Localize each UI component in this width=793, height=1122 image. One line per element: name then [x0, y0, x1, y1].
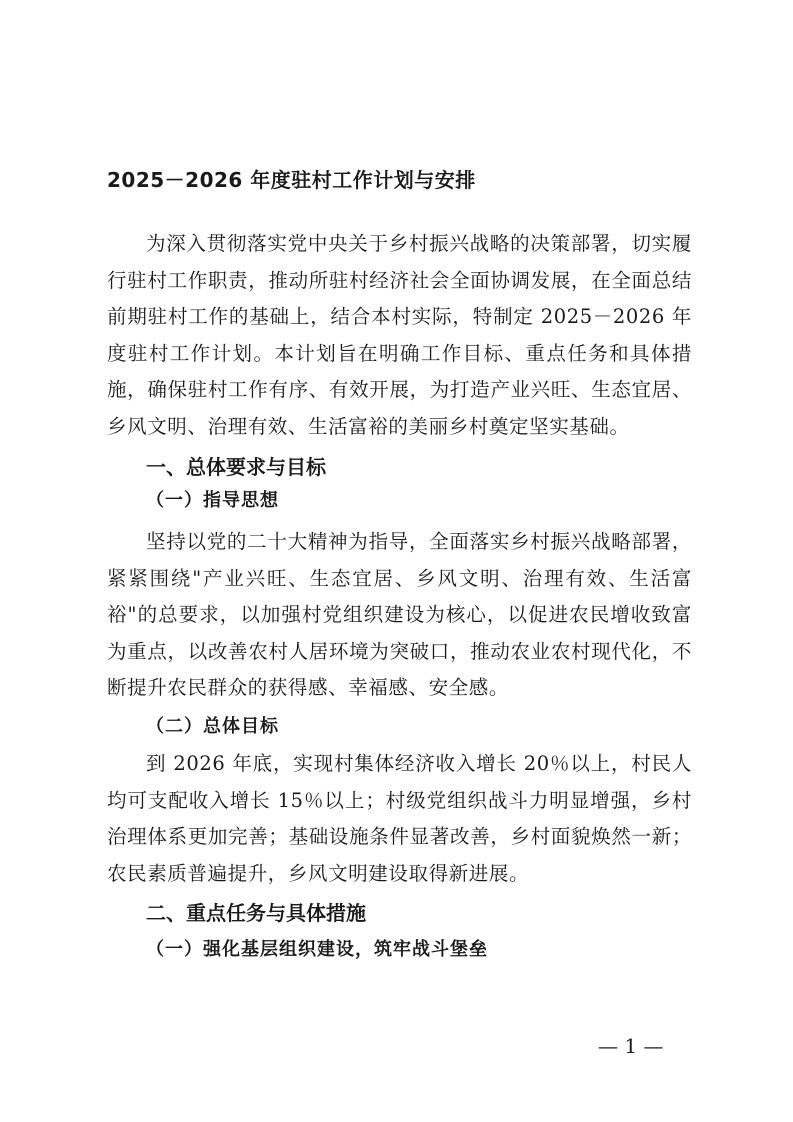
section1-heading: 一、总体要求与目标	[146, 455, 326, 479]
intro-paragraph: 为深入贯彻落实党中央关于乡村振兴战略的决策部署，切实履行驻村工作职责，推动所驻村经济社会全面协调发展，在全面总结前期驻村工作的基础上，结合本村实际，特制定 2025－2026 年度驻村工作计划。本计划旨在明确工作目标、重点任务和具体措施，确保驻村工作有序、有效开展，为打造产业兴旺、生态宜居、乡风文明、治理有效、生活富裕的美丽乡村奠定坚实基础。	[107, 232, 692, 438]
section2-sub1-heading: （一）强化基层组织建设，筑牢战斗堡垒	[146, 939, 488, 960]
document-title: 2025－2026 年度驻村工作计划与安排	[107, 168, 476, 192]
section1-sub1-heading: （一）指导思想	[146, 490, 279, 511]
section2-heading: 二、重点任务与具体措施	[146, 901, 366, 925]
section1-sub2-heading: （二）总体目标	[146, 716, 279, 737]
section1-sub1-body: 坚持以党的二十大精神为指导，全面落实乡村振兴战略部署，紧紧围绕"产业兴旺、生态宜居、乡风文明、治理有效、生活富裕"的总要求，以加强村党组织建设为核心，以促进农民增收致富为重点，以改善农村人居环境为突破口，推动农业农村现代化，不断提升农民群众的获得感、幸福感、安全感。	[107, 530, 692, 699]
page-number: — 1 —	[598, 1034, 664, 1058]
section1-sub2-body: 到 2026 年底，实现村集体经济收入增长 20％以上，村民人均可支配收入增长 15％以上；村级党组织战斗力明显增强，乡村治理体系更加完善；基础设施条件显著改善，乡村面貌焕然一新；农民素质普遍提升，乡风文明建设取得新进展。	[107, 752, 692, 885]
